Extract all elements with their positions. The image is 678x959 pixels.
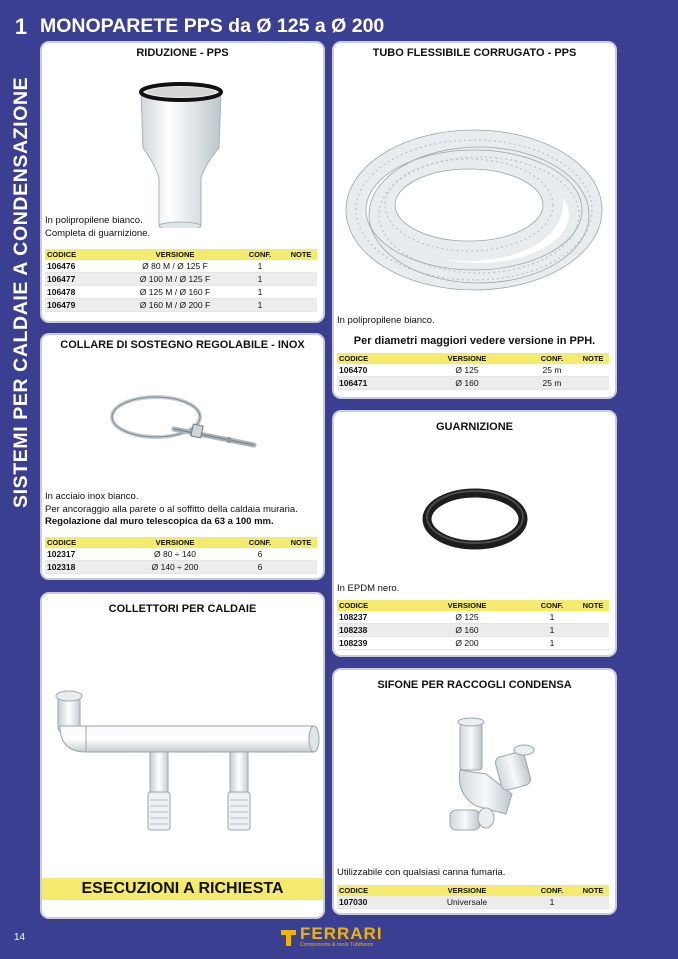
panel-sifone	[332, 668, 617, 915]
panel-collare	[40, 333, 325, 580]
brand-tagline: Components & tools Tubifuoco	[300, 942, 374, 948]
spec-table	[337, 353, 609, 390]
panel-tubo-flessibile	[332, 41, 617, 399]
th-notes: NOTE	[577, 353, 609, 364]
th-notes: NOTE	[285, 249, 317, 260]
panel-riduzione	[40, 41, 325, 323]
product-description: Utilizzabile con qualsiasi canna fumaria.	[337, 867, 506, 878]
brand-name: FERRARI	[300, 924, 383, 943]
table-row: 106471 Ø 160 25 m	[337, 377, 609, 390]
product-note: Per diametri maggiori vedere versione in PPH.	[353, 335, 596, 347]
th-notes: NOTE	[285, 537, 317, 548]
spec-table	[337, 885, 609, 909]
table-row: 106479 Ø 160 M / Ø 200 F 1	[45, 299, 317, 312]
table-row: 106477 Ø 100 M / Ø 125 F 1	[45, 273, 317, 286]
spec-table	[337, 600, 609, 650]
panel-title: TUBO FLESSIBILE CORRUGATO - PPS	[372, 47, 577, 59]
th-code: CODICE	[337, 600, 407, 611]
th-notes: NOTE	[577, 885, 609, 896]
table-row: 102318 Ø 140 ÷ 200 6	[45, 561, 317, 574]
panel-title: COLLETTORI PER CALDAIE	[108, 603, 257, 615]
page-number: 14	[14, 932, 26, 943]
product-description: In EPDM nero.	[337, 583, 400, 594]
custom-orders-banner: ESECUZIONI A RICHIESTA	[42, 878, 323, 900]
th-notes: NOTE	[577, 600, 609, 611]
table-row: 107030 Universale 1	[337, 896, 609, 909]
gasket-image	[420, 484, 530, 554]
spec-table	[45, 249, 317, 312]
th-conf: CONF.	[527, 353, 577, 364]
th-code: CODICE	[45, 537, 115, 548]
table-row: 102317 Ø 80 ÷ 140 6	[45, 548, 317, 561]
th-code: CODICE	[337, 353, 407, 364]
th-version: VERSIONE	[115, 249, 235, 260]
th-conf: CONF.	[235, 249, 285, 260]
product-description: In acciaio inox bianco. Per ancoraggio alla parete o al soffitto della caldaia muraria. Regolazione dal muro telescopica da 63 a 100 mm.	[45, 491, 298, 527]
table-row: 106476 Ø 80 M / Ø 125 F 1	[45, 260, 317, 273]
th-code: CODICE	[337, 885, 407, 896]
boiler-manifold-image	[46, 686, 321, 846]
panel-title: COLLARE DI SOSTEGNO REGOLABILE - INOX	[60, 339, 305, 351]
product-description: In polipropilene bianco.	[337, 315, 435, 326]
brand-logo	[280, 924, 383, 951]
th-code: CODICE	[45, 249, 115, 260]
reducer-image	[135, 78, 235, 228]
support-collar-image	[104, 389, 264, 459]
page-title: MONOPARETE PPS da Ø 125 a Ø 200	[40, 15, 385, 37]
siphon-image	[446, 714, 556, 834]
table-row: 108237 Ø 125 1	[337, 611, 609, 624]
table-row: 106478 Ø 125 M / Ø 160 F 1	[45, 286, 317, 299]
table-row: 106470 Ø 125 25 m	[337, 364, 609, 377]
th-conf: CONF.	[527, 885, 577, 896]
th-version: VERSIONE	[407, 885, 527, 896]
section-side-title: SISTEMI PER CALDAIE A CONDENSAZIONE	[10, 76, 32, 508]
hammer-icon	[280, 927, 298, 947]
table-row: 108238 Ø 160 1	[337, 624, 609, 637]
panel-guarnizione	[332, 410, 617, 657]
th-version: VERSIONE	[407, 600, 527, 611]
th-conf: CONF.	[235, 537, 285, 548]
panel-title: GUARNIZIONE	[436, 421, 513, 433]
th-conf: CONF.	[527, 600, 577, 611]
spec-table	[45, 537, 317, 574]
th-version: VERSIONE	[115, 537, 235, 548]
panel-title: RIDUZIONE - PPS	[136, 47, 229, 59]
product-description: In polipropilene bianco. Completa di guarnizione.	[45, 215, 151, 239]
th-version: VERSIONE	[407, 353, 527, 364]
table-row: 108239 Ø 200 1	[337, 637, 609, 650]
panel-title: SIFONE PER RACCOGLI CONDENSA	[377, 679, 572, 691]
section-number: 1	[14, 14, 28, 39]
panel-collettori	[40, 592, 325, 919]
corrugated-hose-image	[339, 115, 609, 315]
